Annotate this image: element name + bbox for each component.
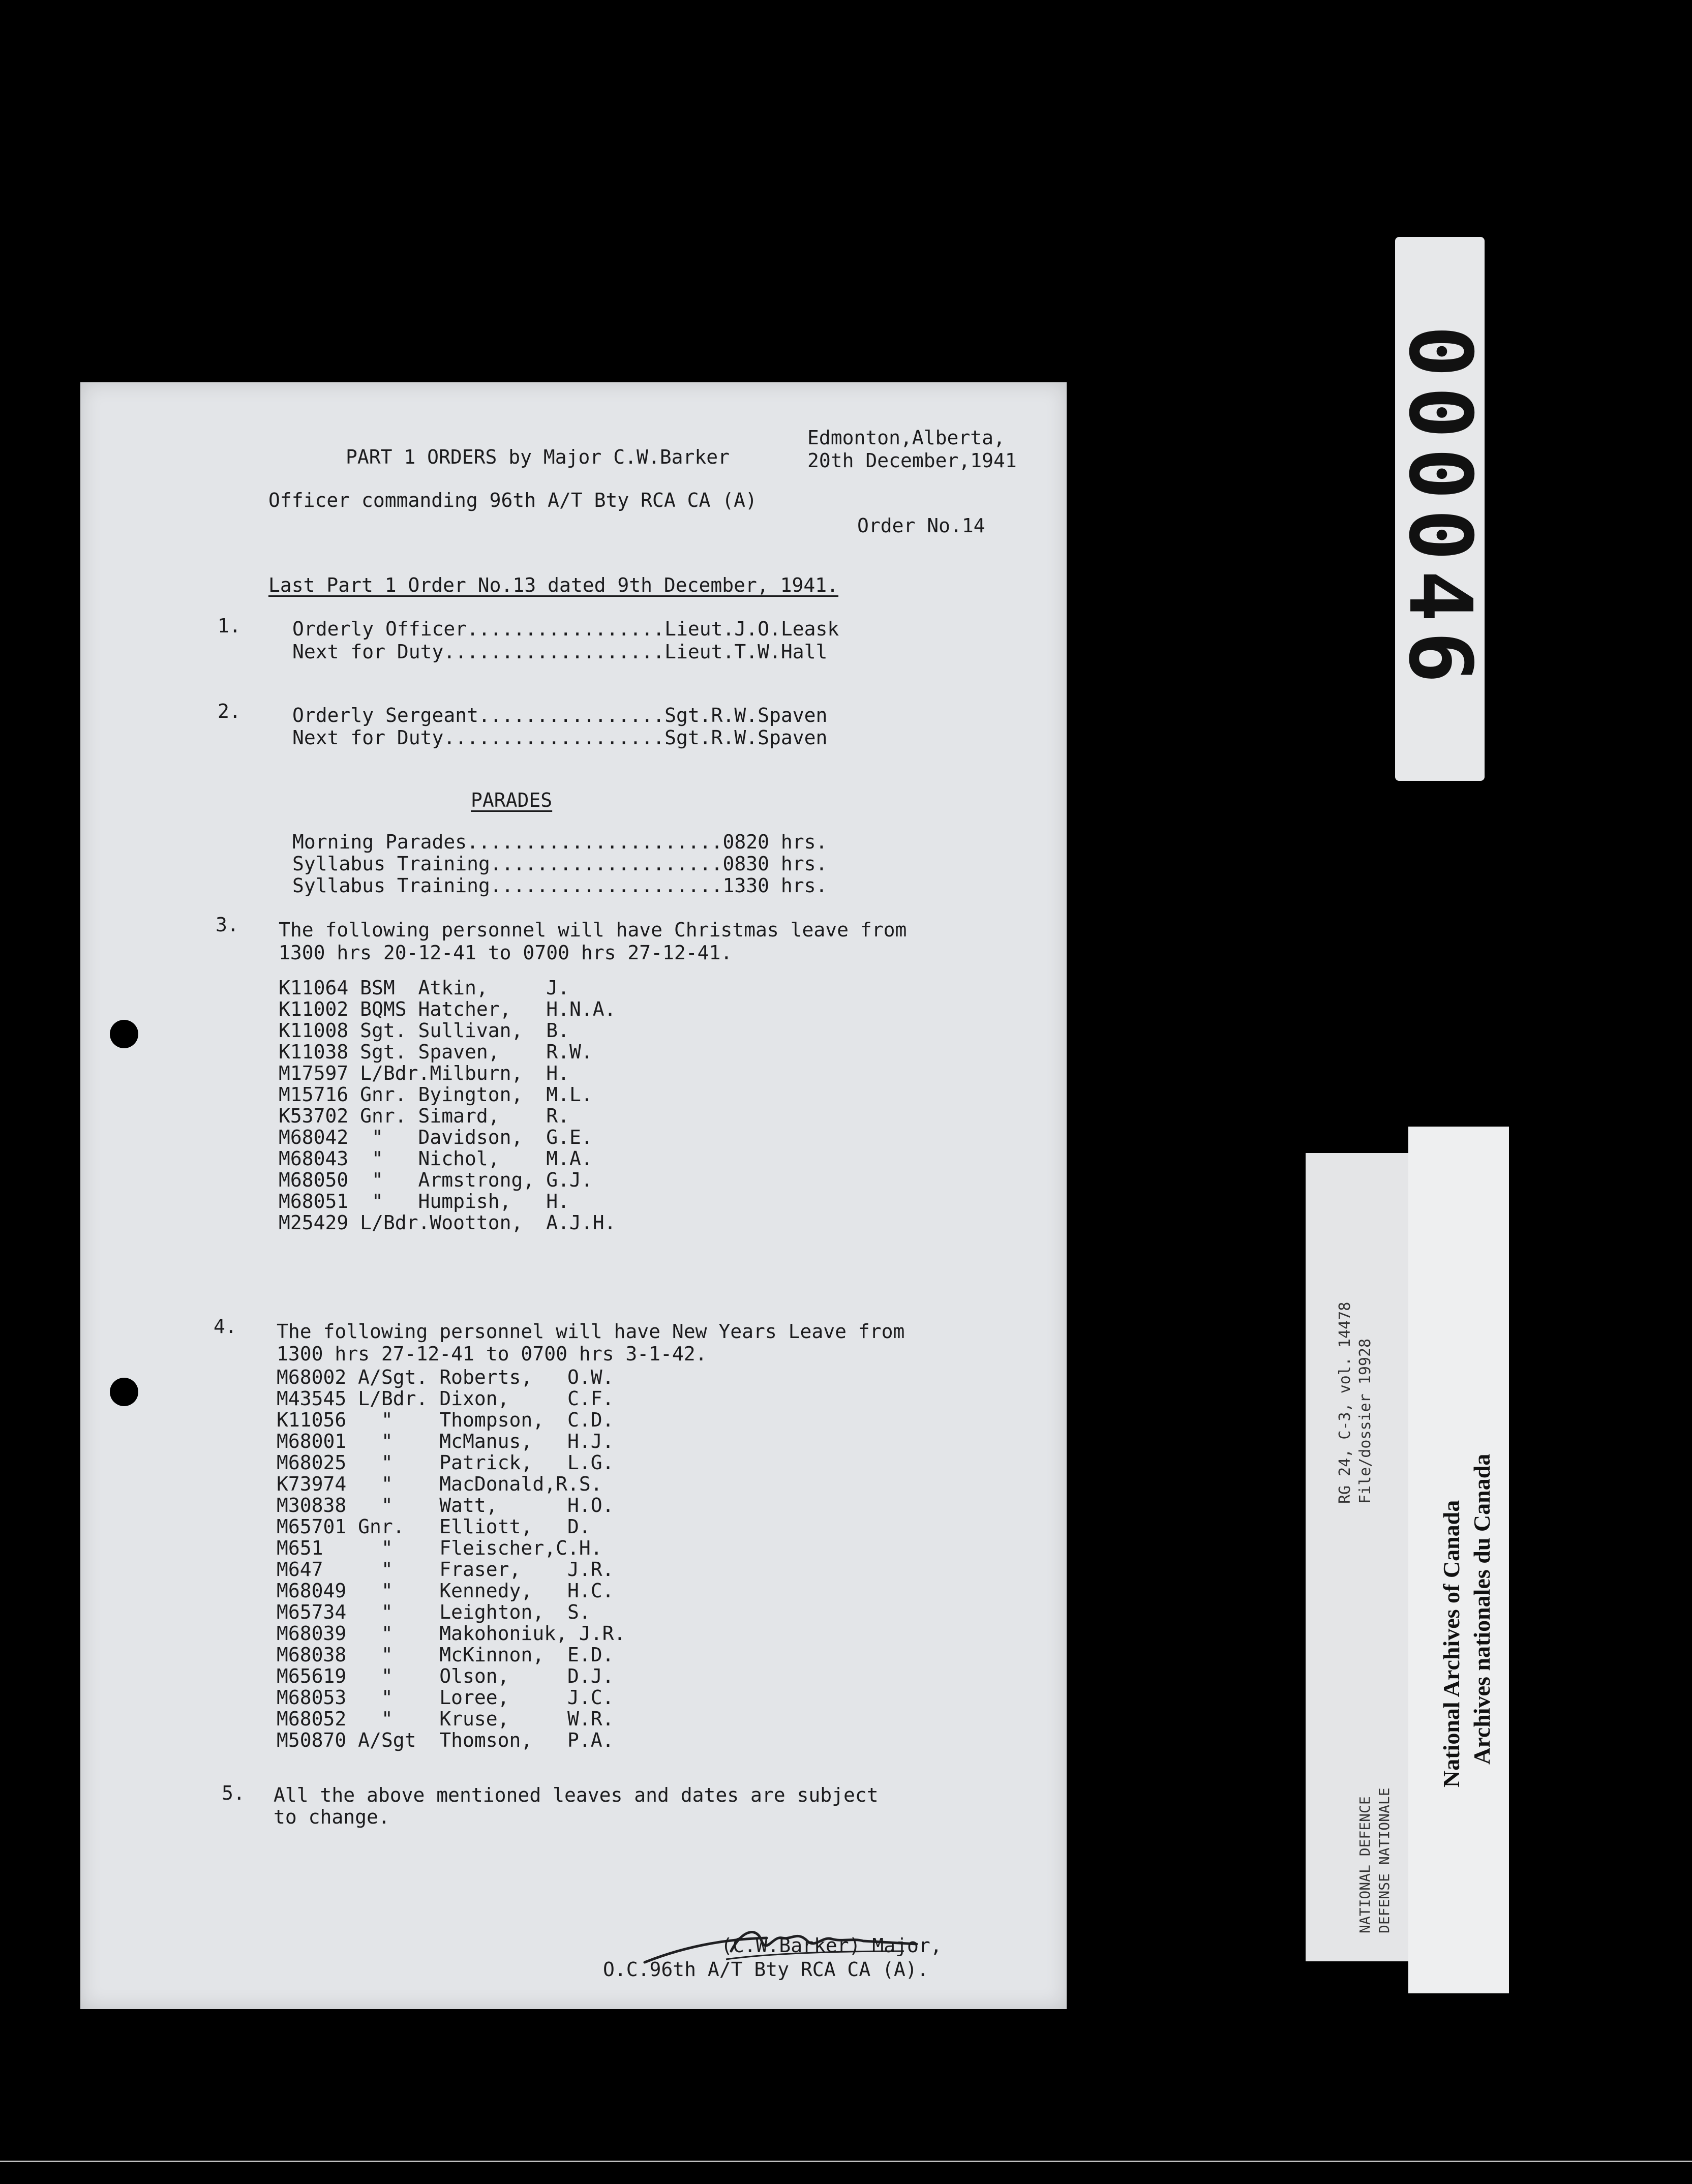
christmas-leave-row: M15716 Gnr. Byington, M.L. bbox=[279, 1083, 593, 1106]
new-years-leave-row: M50870 A/Sgt Thomson, P.A. bbox=[277, 1729, 614, 1751]
archive-ref-line-1: RG 24, C-3, vol. 14478 bbox=[1336, 1301, 1354, 1504]
scan-border-line bbox=[0, 2161, 1692, 2162]
new-years-leave-row: M65734 " Leighton, S. bbox=[277, 1601, 591, 1623]
signature-name: (C.W.Barker) Major, bbox=[721, 1934, 942, 1957]
section-3-intro-2: 1300 hrs 20-12-41 to 0700 hrs 27-12-41. bbox=[279, 942, 733, 964]
header-last-order: Last Part 1 Order No.13 dated 9th December, 1941. bbox=[268, 574, 839, 596]
christmas-leave-row: K11064 BSM Atkin, J. bbox=[279, 977, 569, 999]
section-3-intro-1: The following personnel will have Christmas leave from bbox=[279, 919, 907, 941]
archive-name-french: Archives nationales du Canada bbox=[1469, 1453, 1495, 1765]
section-1-line-1: Orderly Officer.................Lieut.J.O.Leask bbox=[292, 618, 839, 640]
section-2-number: 2. bbox=[218, 700, 241, 722]
christmas-leave-row: M68051 " Humpish, H. bbox=[279, 1190, 569, 1212]
header-date: 20th December,1941 bbox=[807, 449, 1017, 472]
new-years-leave-row: M68002 A/Sgt. Roberts, O.W. bbox=[277, 1366, 614, 1388]
new-years-leave-row: M68038 " McKinnon, E.D. bbox=[277, 1644, 614, 1666]
new-years-leave-row: M68049 " Kennedy, H.C. bbox=[277, 1580, 614, 1602]
section-5-line-1: All the above mentioned leaves and dates are subject bbox=[274, 1784, 879, 1806]
section-2-line-2: Next for Duty...................Sgt.R.W.Spaven bbox=[292, 726, 828, 749]
christmas-leave-row: K11002 BQMS Hatcher, H.N.A. bbox=[279, 998, 616, 1020]
new-years-leave-row: M43545 L/Bdr. Dixon, C.F. bbox=[277, 1387, 614, 1410]
section-1-number: 1. bbox=[218, 615, 241, 637]
parades-line: Syllabus Training....................0830 hrs. bbox=[292, 853, 828, 875]
christmas-leave-row: M17597 L/Bdr.Milburn, H. bbox=[279, 1062, 569, 1084]
parades-line: Morning Parades......................0820 hrs. bbox=[292, 831, 828, 853]
section-2-line-1: Orderly Sergeant................Sgt.R.W.Spaven bbox=[292, 704, 828, 726]
archive-name-label bbox=[1408, 1127, 1509, 1993]
section-4-number: 4. bbox=[214, 1315, 237, 1338]
christmas-leave-row: M68043 " Nichol, M.A. bbox=[279, 1147, 593, 1170]
punch-hole bbox=[110, 1020, 138, 1048]
archive-name-english: National Archives of Canada bbox=[1438, 1500, 1464, 1787]
section-4-intro-1: The following personnel will have New Years Leave from bbox=[277, 1320, 905, 1343]
christmas-leave-row: K11008 Sgt. Sullivan, B. bbox=[279, 1019, 569, 1042]
new-years-leave-row: M68001 " McManus, H.J. bbox=[277, 1430, 614, 1452]
section-5-line-2: to change. bbox=[274, 1806, 390, 1828]
new-years-leave-row: K11056 " Thompson, C.D. bbox=[277, 1409, 614, 1431]
christmas-leave-row: M68042 " Davidson, G.E. bbox=[279, 1126, 593, 1148]
section-3-number: 3. bbox=[216, 914, 239, 936]
archive-dept-line-1: NATIONAL DEFENCE bbox=[1356, 1796, 1373, 1933]
new-years-leave-row: K73974 " MacDonald,R.S. bbox=[277, 1473, 602, 1495]
punch-hole bbox=[110, 1378, 138, 1406]
new-years-leave-row: M68039 " Makohoniuk, J.R. bbox=[277, 1622, 626, 1645]
new-years-leave-row: M68052 " Kruse, W.R. bbox=[277, 1708, 614, 1730]
christmas-leave-row: K53702 Gnr. Simard, R. bbox=[279, 1105, 569, 1127]
new-years-leave-row: M65619 " Olson, D.J. bbox=[277, 1665, 614, 1687]
christmas-leave-row: M25429 L/Bdr.Wootton, A.J.H. bbox=[279, 1211, 616, 1234]
christmas-leave-row: K11038 Sgt. Spaven, R.W. bbox=[279, 1041, 593, 1063]
header-title: PART 1 ORDERS by Major C.W.Barker bbox=[346, 446, 730, 468]
reel-number: 000046 bbox=[1389, 325, 1490, 693]
section-1-line-2: Next for Duty...................Lieut.T.W.Hall bbox=[292, 641, 828, 663]
reel-number-container bbox=[1389, 237, 1490, 781]
new-years-leave-row: M651 " Fleischer,C.H. bbox=[277, 1537, 602, 1559]
parades-line: Syllabus Training....................1330 hrs. bbox=[292, 874, 828, 897]
christmas-leave-row: M68050 " Armstrong, G.J. bbox=[279, 1169, 593, 1191]
parades-heading: PARADES bbox=[471, 789, 553, 811]
section-5-number: 5. bbox=[222, 1782, 245, 1804]
header-location: Edmonton,Alberta, bbox=[807, 427, 1005, 449]
new-years-leave-row: M68025 " Patrick, L.G. bbox=[277, 1451, 614, 1474]
header-order-no: Order No.14 bbox=[857, 514, 985, 537]
header-officer: Officer commanding 96th A/T Bty RCA CA (A) bbox=[268, 489, 757, 511]
archive-ref-line-2: File/dossier 19928 bbox=[1356, 1338, 1374, 1504]
signature-title: O.C.96th A/T Bty RCA CA (A). bbox=[603, 1958, 929, 1981]
new-years-leave-row: M68053 " Loree, J.C. bbox=[277, 1686, 614, 1709]
new-years-leave-row: M30838 " Watt, H.O. bbox=[277, 1494, 614, 1516]
new-years-leave-row: M65701 Gnr. Elliott, D. bbox=[277, 1515, 591, 1538]
archive-dept-line-2: DEFENSE NATIONALE bbox=[1376, 1787, 1393, 1933]
new-years-leave-row: M647 " Fraser, J.R. bbox=[277, 1558, 614, 1581]
section-4-intro-2: 1300 hrs 27-12-41 to 0700 hrs 3-1-42. bbox=[277, 1343, 707, 1365]
